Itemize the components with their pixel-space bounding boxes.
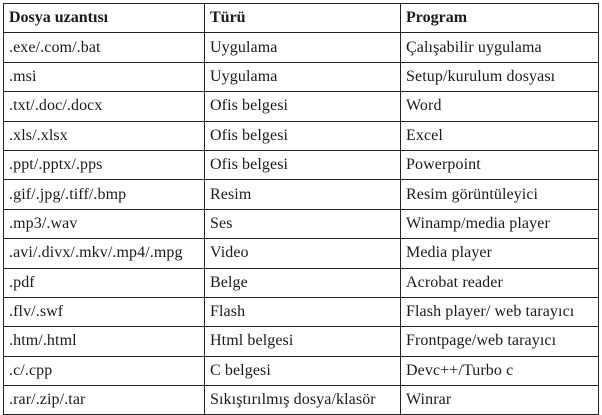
cell-program: Acrobat reader [401, 268, 599, 297]
table-row [4, 356, 599, 385]
table-row [4, 121, 599, 150]
cell-type: Ofis belgesi [205, 121, 401, 150]
cell-extension: .flv/.swf [4, 297, 205, 326]
cell-type: Ses [205, 209, 401, 238]
cell-extension: .mp3/.wav [4, 209, 205, 238]
cell-extension: .ppt/.pptx/.pps [4, 150, 205, 179]
cell-type: Sıkıştırılmış dosya/klasör [205, 386, 401, 415]
cell-program: Çalışabilir uygulama [401, 33, 599, 62]
cell-type: Ofis belgesi [205, 92, 401, 121]
cell-program: Powerpoint [401, 150, 599, 179]
cell-extension: .pdf [4, 268, 205, 297]
cell-program: Setup/kurulum dosyası [401, 62, 599, 91]
file-extension-table [3, 3, 599, 415]
table-row [4, 33, 599, 62]
cell-extension: .htm/.html [4, 327, 205, 356]
cell-type: Video [205, 239, 401, 268]
cell-type: Belge [205, 268, 401, 297]
table-row [4, 150, 599, 179]
cell-program: Resim görüntüleyici [401, 180, 599, 209]
cell-extension: .txt/.doc/.docx [4, 92, 205, 121]
cell-extension: .c/.cpp [4, 356, 205, 385]
cell-program: Winrar [401, 386, 599, 415]
cell-type: C belgesi [205, 356, 401, 385]
cell-program: Devc++/Turbo c [401, 356, 599, 385]
header-type: Türü [205, 4, 401, 33]
cell-type: Uygulama [205, 62, 401, 91]
cell-program: Word [401, 92, 599, 121]
table-header-row [4, 4, 599, 33]
table-row [4, 209, 599, 238]
cell-extension: .rar/.zip/.tar [4, 386, 205, 415]
table-row [4, 62, 599, 91]
cell-extension: .msi [4, 62, 205, 91]
header-extension: Dosya uzantısı [4, 4, 205, 33]
cell-type: Ofis belgesi [205, 150, 401, 179]
cell-extension: .avi/.divx/.mkv/.mp4/.mpg [4, 239, 205, 268]
table-row [4, 327, 599, 356]
cell-program: Flash player/ web tarayıcı [401, 297, 599, 326]
table-row [4, 239, 599, 268]
cell-program: Media player [401, 239, 599, 268]
cell-extension: .gif/.jpg/.tiff/.bmp [4, 180, 205, 209]
cell-type: Resim [205, 180, 401, 209]
cell-type: Flash [205, 297, 401, 326]
table-row [4, 180, 599, 209]
cell-extension: .exe/.com/.bat [4, 33, 205, 62]
table-row [4, 297, 599, 326]
cell-type: Html belgesi [205, 327, 401, 356]
table-row [4, 386, 599, 415]
cell-program: Winamp/media player [401, 209, 599, 238]
cell-extension: .xls/.xlsx [4, 121, 205, 150]
cell-type: Uygulama [205, 33, 401, 62]
table-row [4, 92, 599, 121]
header-program: Program [401, 4, 599, 33]
cell-program: Excel [401, 121, 599, 150]
table-row [4, 268, 599, 297]
cell-program: Frontpage/web tarayıcı [401, 327, 599, 356]
